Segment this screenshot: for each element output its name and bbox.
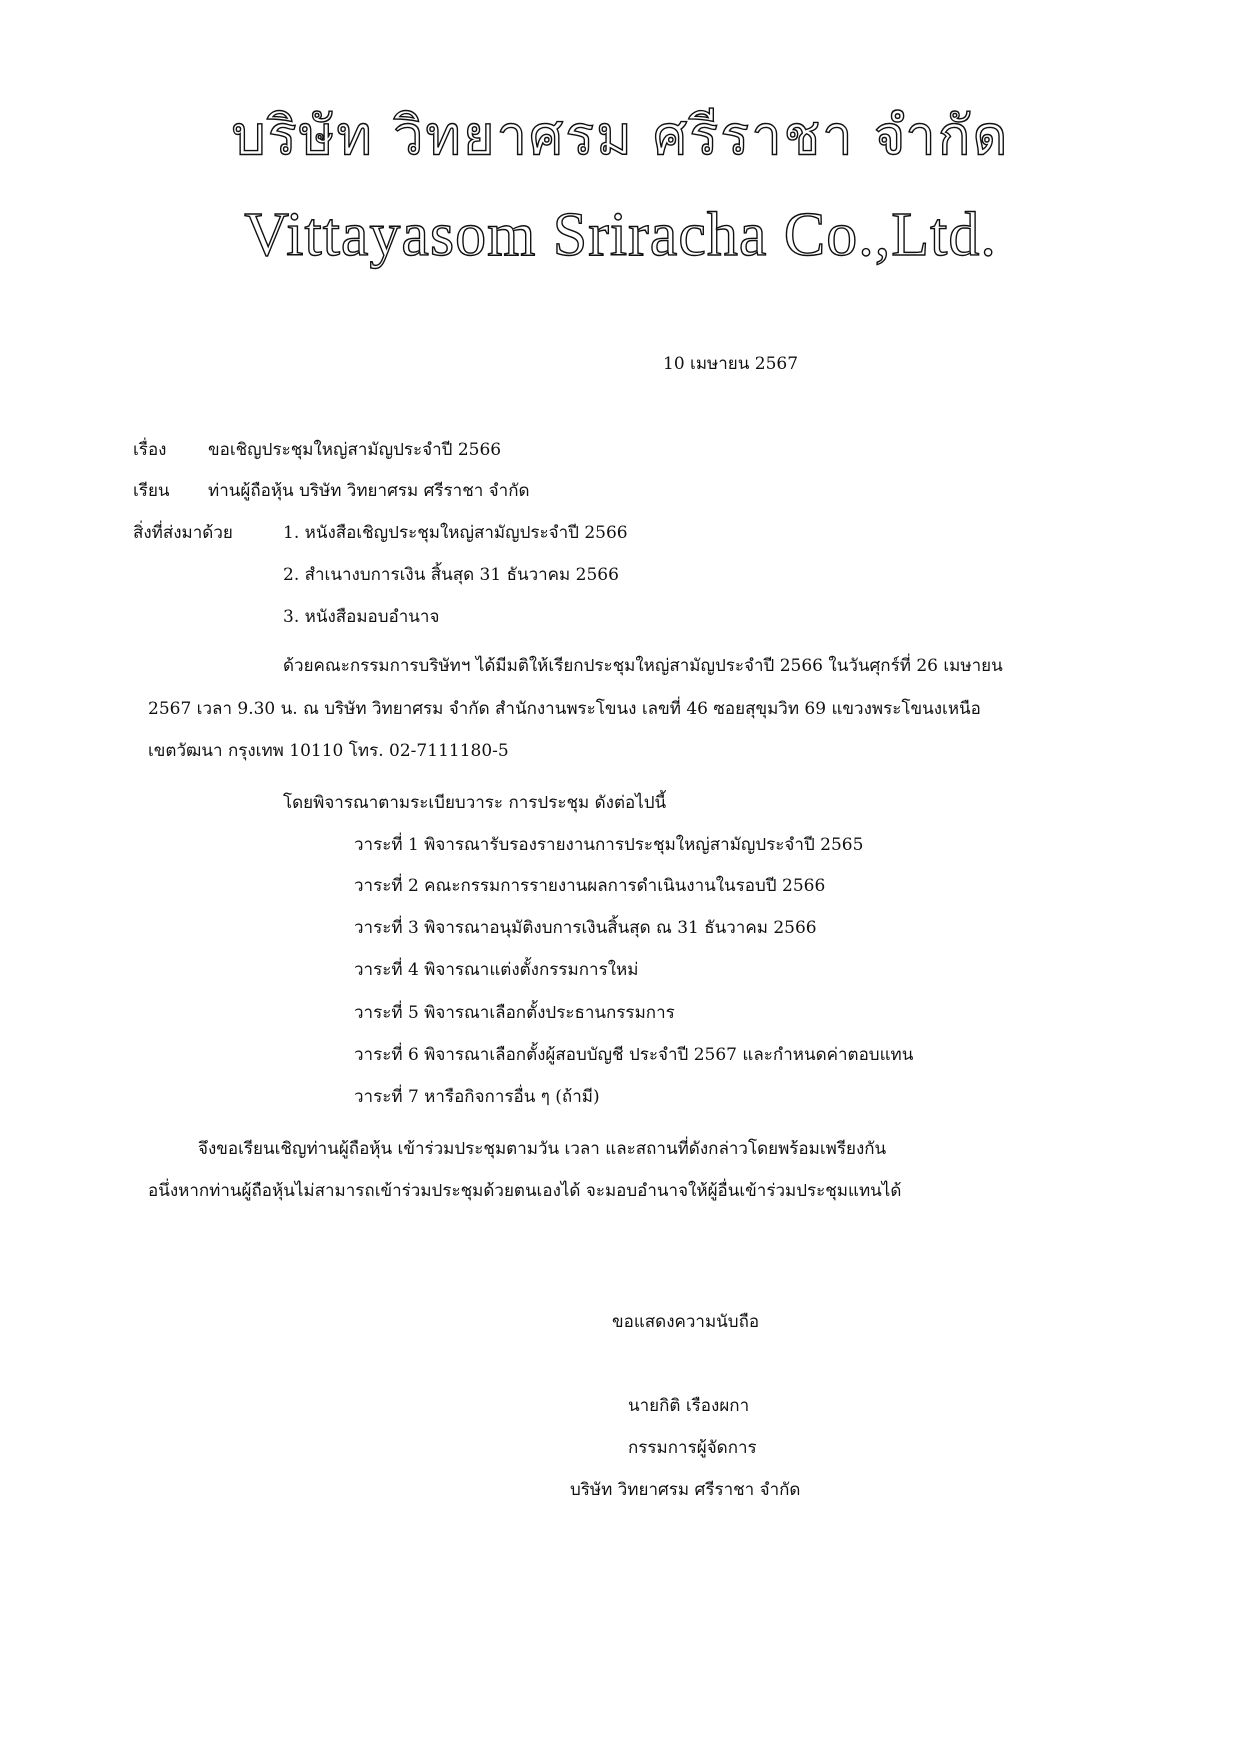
agenda-item: วาระที่ 5 พิจารณาเลือกตั้งประธานกรรมการ (354, 1003, 675, 1023)
enclosure-item: 2. สำเนางบการเงิน สิ้นสุด 31 ธันวาคม 2566 (283, 565, 619, 585)
agenda-item: วาระที่ 6 พิจารณาเลือกตั้งผู้สอบบัญชี ประจำปี 2567 และกำหนดค่าตอบแทน (354, 1045, 914, 1065)
paragraph-line: 2567 เวลา 9.30 น. ณ บริษัท วิทยาศรม จำกัด สำนักงานพระโขนง เลขที่ 46 ซอยสุขุมวิท 69 แขวงพระโขนงเหนือ (148, 699, 981, 719)
agenda-item: วาระที่ 1 พิจารณารับรองรายงานการประชุมใหญ่สามัญประจำปี 2565 (354, 835, 864, 855)
recipient-value: ท่านผู้ถือหุ้น บริษัท วิทยาศรม ศรีราชา จำกัด (208, 481, 530, 501)
signatory-name: นายกิติ เรืองผกา (628, 1396, 750, 1416)
closing-salutation: ขอแสดงความนับถือ (612, 1312, 760, 1332)
paragraph-line: จึงขอเรียนเชิญท่านผู้ถือหุ้น เข้าร่วมประชุมตามวัน เวลา และสถานที่ดังกล่าวโดยพร้อมเพรียงกัน (198, 1139, 887, 1159)
subject-label: เรื่อง (133, 440, 167, 460)
agenda-intro: โดยพิจารณาตามระเบียบวาระ การประชุม ดังต่อไปนี้ (283, 793, 667, 813)
company-name-thai: บริษัท วิทยาศรม ศรีราชา จำกัด (231, 104, 1010, 167)
signatory-company: บริษัท วิทยาศรม ศรีราชา จำกัด (570, 1480, 801, 1500)
agenda-item: วาระที่ 4 พิจารณาแต่งตั้งกรรมการใหม่ (354, 960, 639, 980)
agenda-item: วาระที่ 3 พิจารณาอนุมัติงบการเงินสิ้นสุด ณ 31 ธันวาคม 2566 (354, 918, 817, 938)
paragraph-line: ด้วยคณะกรรมการบริษัทฯ ได้มีมติให้เรียกประชุมใหญ่สามัญประจำปี 2566 ในวันศุกร์ที่ 26 เมษายน (283, 656, 1003, 676)
paragraph-line: อนึ่งหากท่านผู้ถือหุ้นไม่สามารถเข้าร่วมประชุมด้วยตนเองได้ จะมอบอำนาจให้ผู้อื่นเข้าร่วมประชุมแทนได้ (148, 1181, 902, 1201)
letter-date: 10 เมษายน 2567 (663, 354, 799, 374)
paragraph-line: เขตวัฒนา กรุงเทพ 10110 โทร. 02-7111180-5 (148, 741, 509, 761)
company-name-english: Vittayasom Sriracha Co.,Ltd. (244, 201, 997, 269)
enclosure-item: 1. หนังสือเชิญประชุมใหญ่สามัญประจำปี 2566 (283, 523, 628, 543)
enclosure-item: 3. หนังสือมอบอำนาจ (283, 607, 440, 627)
agenda-item: วาระที่ 2 คณะกรรมการรายงานผลการดำเนินงานในรอบปี 2566 (354, 876, 826, 896)
subject-value: ขอเชิญประชุมใหญ่สามัญประจำปี 2566 (208, 440, 502, 460)
agenda-item: วาระที่ 7 หารือกิจการอื่น ๆ (ถ้ามี) (354, 1087, 600, 1107)
signatory-title: กรรมการผู้จัดการ (628, 1438, 757, 1458)
recipient-label: เรียน (133, 481, 170, 501)
enclosures-label: สิ่งที่ส่งมาด้วย (133, 523, 233, 543)
